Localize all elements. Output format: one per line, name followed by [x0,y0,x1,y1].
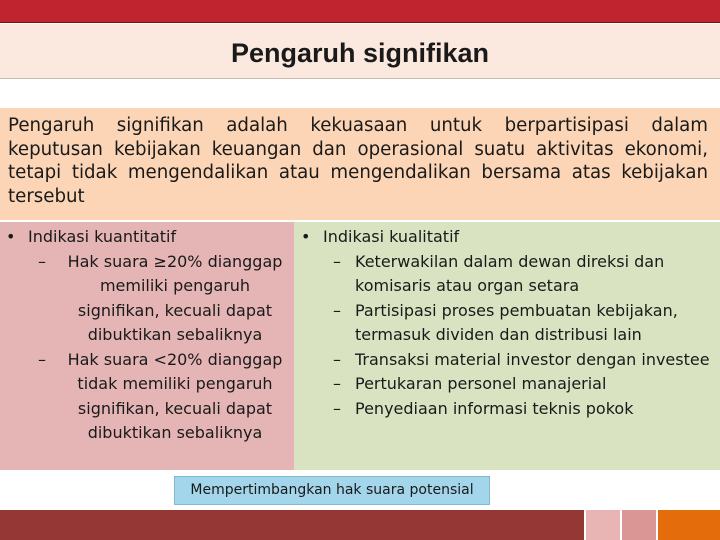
dash-icon: – [333,300,341,320]
list-item-text: Pertukaran personel manajerial [355,374,607,393]
potential-voting-note: Mempertimbangkan hak suara potensial [174,476,490,505]
list-item [301,348,716,373]
dash-icon: – [38,349,46,369]
bullet-icon: • [6,227,16,246]
list-item-text: Hak suara <20% dianggap tidak memiliki pengaruh signifikan, kecuali dapat dibuktikan sebaliknya [67,349,283,442]
list-item [301,397,716,422]
list-item [301,299,716,348]
list-item-text: Hak suara ≥20% dianggap memiliki pengaruh signifikan, kecuali dapat dibuktikan sebaliknya [67,251,283,344]
list-item [301,372,716,397]
list-item [301,250,716,299]
list-item-text: Transaksi material investor dengan investee [355,349,710,369]
dash-icon: – [333,251,341,271]
dash-icon: – [333,349,341,369]
dash-icon: – [333,398,341,418]
decor-block-accent [658,510,720,540]
list-item [6,250,290,348]
list-item [6,348,290,446]
definition-text: Pengaruh signifikan adalah kekuasaan untuk berpartisipasi dalam keputusan kebijakan keuangan dan operasional suatu aktivitas ekonomi, tetapi tidak mengendalikan atau mengendalikan bersama atas kebijakan tersebut [8,115,708,207]
qualitative-heading: Indikasi kualitatif [323,227,460,246]
top-accent-bar [0,0,720,23]
list-item-text: Keterwakilan dalam dewan direksi dan komisaris atau organ setara [355,251,665,295]
qualitative-column [301,225,716,421]
list-item-text: Partisipasi proses pembuatan kebijakan, termasuk dividen dan distribusi lain [355,300,678,344]
decor-block [622,510,656,540]
quantitative-heading: Indikasi kuantitatif [28,227,177,246]
dash-icon: – [38,251,46,271]
quantitative-column [6,225,290,446]
slide-title: Pengaruh signifikan [230,38,490,68]
qualitative-heading-row [301,225,716,250]
dash-icon: – [333,374,341,393]
quantitative-heading-row [6,225,290,250]
bottom-bar [0,510,584,540]
decor-block [586,510,620,540]
list-item-text: Penyediaan informasi teknis pokok [355,398,634,418]
bullet-icon: • [301,227,311,246]
